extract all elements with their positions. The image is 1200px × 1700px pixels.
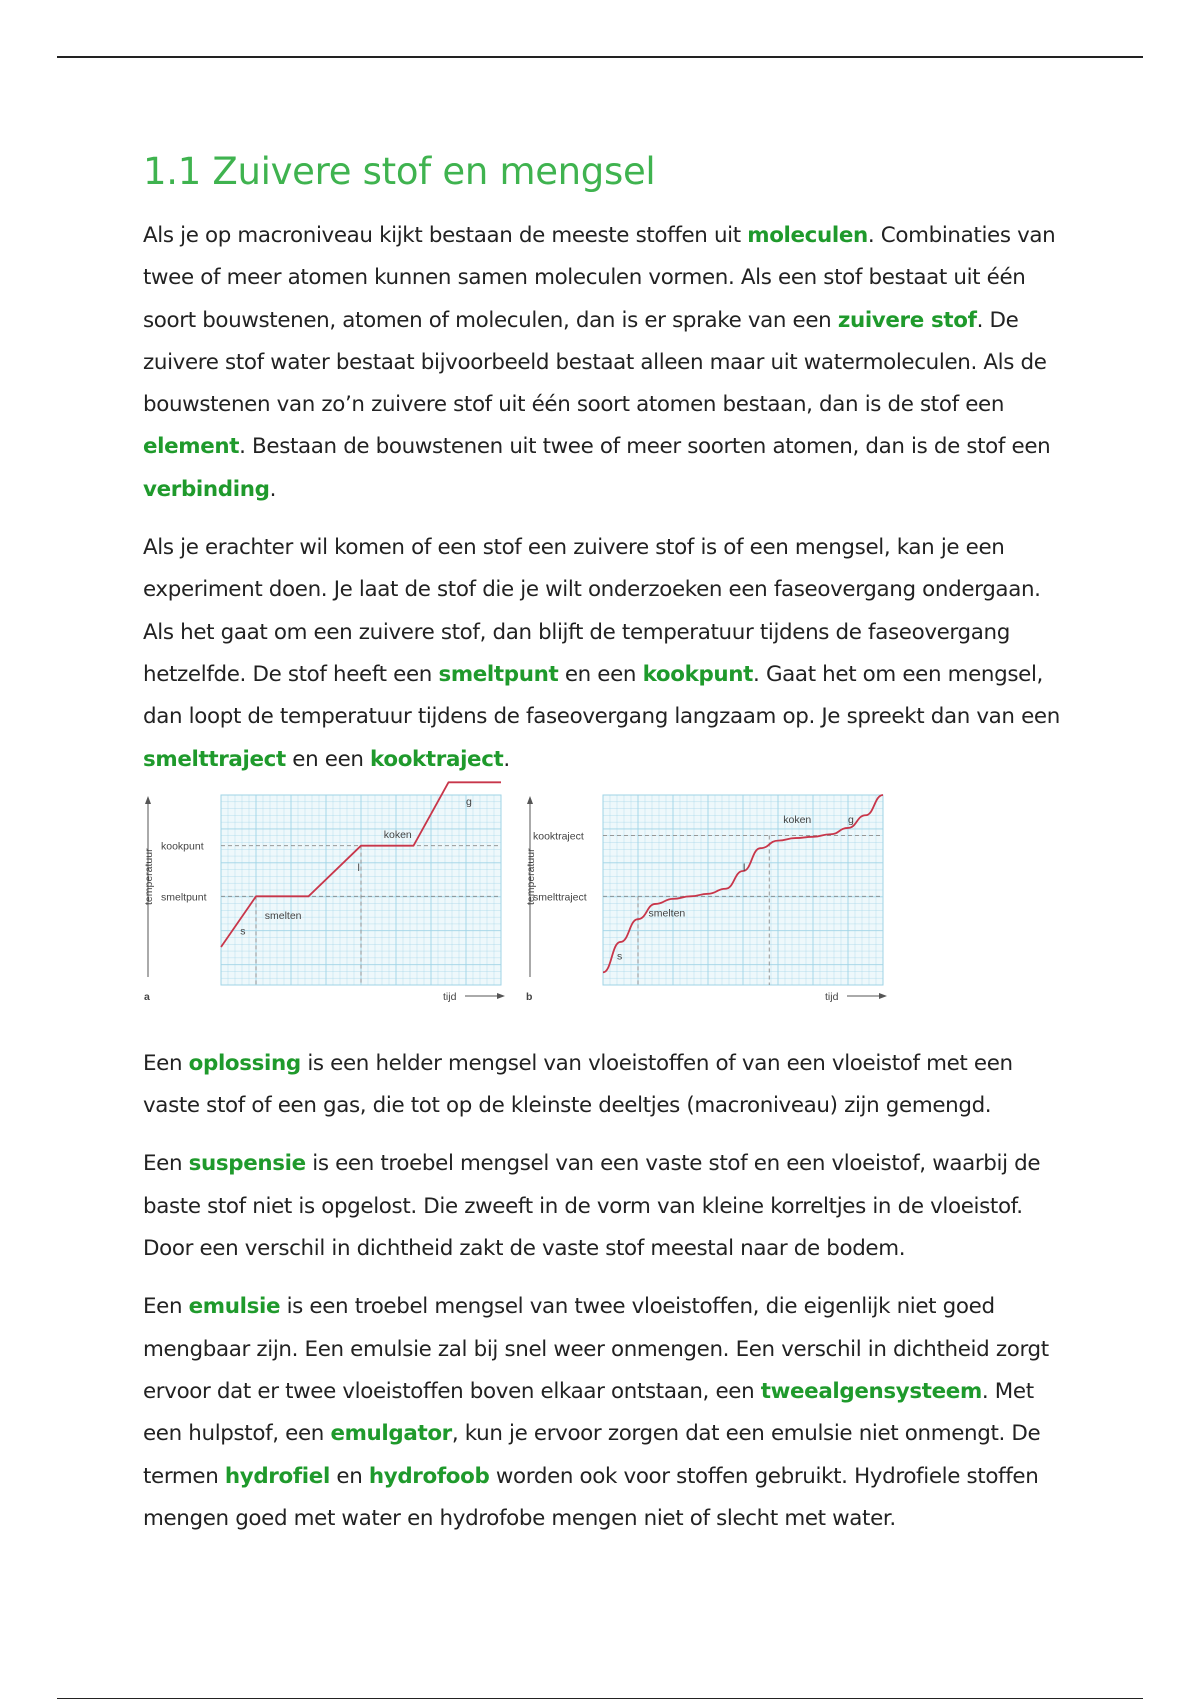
paragraph — [143, 215, 1063, 511]
x-axis-arrowhead — [879, 993, 887, 999]
paragraph-text: . — [503, 746, 510, 772]
paragraph-text: en een — [558, 661, 643, 687]
paragraph — [143, 527, 1063, 781]
keyword-term: tweealgensysteem — [760, 1378, 982, 1404]
paragraphs-after — [143, 1043, 1063, 1540]
paragraph-text: . Met een hulpstof, een — [143, 1378, 1034, 1447]
paragraph-text: . Gaat het om een mengsel, dan loopt de temperatuur tijdens de faseovergang langzaam op. Je spreekt dan van een — [143, 661, 1060, 730]
paragraph-text: en een — [285, 746, 371, 772]
paragraph-text: Een — [143, 1050, 189, 1076]
keyword-term: oplossing — [188, 1050, 301, 1076]
page-title: 1.1 Zuivere stof en mengsel — [143, 150, 656, 193]
paragraph-text: Een — [143, 1294, 189, 1320]
keyword-term: hydrofoob — [368, 1463, 490, 1489]
paragraph-text: is een troebel mengsel van twee vloeistoffen, die eigenlijk niet goed mengbaar zijn. Een emulsie zal bij snel weer onmengen. Een verschil in dichtheid zorgt ervoor dat er twee vloeistoffen boven elkaar ontstaan, een — [143, 1294, 1049, 1404]
curve-annotation: s — [240, 925, 246, 938]
curve-annotation: l — [357, 861, 360, 874]
paragraph-text: is een troebel mengsel van een vaste stof en een vloeistof, waarbij de baste stof niet is opgelost. Die zweeft in de vorm van kleine korreltjes in de vloeistof. Door een verschil in dichtheid zakt de vaste stof meestal naar de bodem. — [143, 1151, 1041, 1262]
keyword-term: moleculen — [747, 223, 868, 248]
panel-label: b — [526, 990, 533, 1003]
paragraph-text: Een — [143, 1151, 189, 1177]
keyword-term: kooktraject — [370, 746, 504, 772]
paragraph-text: , kun je ervoor zorgen dat een emulsie niet onmengt. De termen — [143, 1421, 1041, 1489]
keyword-term: kookpunt — [642, 661, 754, 687]
document-body — [143, 150, 1063, 1540]
keyword-term: hydrofiel — [224, 1463, 330, 1489]
curve-annotation: smelten — [264, 909, 302, 922]
paragraph-text: . — [269, 476, 277, 502]
keyword-term: emulsie — [188, 1294, 281, 1320]
paragraph-text: worden ook voor stoffen gebruikt. Hydrofiele stoffen mengen goed met water en hydrofobe mengen niet of slecht met water. — [143, 1463, 1039, 1531]
paragraphs-before — [143, 215, 1063, 781]
y-tick-label: kooktraject — [533, 830, 584, 843]
y-axis-label: temperatuur — [143, 848, 155, 905]
paragraph — [143, 1286, 1063, 1540]
paragraph-text: Als je op macroniveau kijkt bestaan de meeste stoffen uit — [143, 223, 748, 248]
x-axis-arrowhead — [497, 993, 505, 999]
y-axis-arrowhead — [527, 796, 533, 804]
curve-annotation: g — [848, 813, 854, 826]
y-tick-label: smeltpunt — [161, 891, 207, 904]
paragraph-text: en — [329, 1463, 369, 1489]
paragraph-text: . Bestaan de bouwstenen uit twee of meer soorten atomen, dan is de stof een — [239, 434, 1051, 460]
x-axis-label: tijd — [443, 990, 457, 1003]
phase-charts — [143, 793, 1063, 1031]
paragraph-text: Als je erachter wil komen of een stof een zuivere stof is of een mengsel, kan je een experiment doen. Je laat de stof die je wilt onderzoeken een faseovergang ondergaan. Als het gaat om een zuivere stof, dan blijft de temperatuur tijdens de faseovergang hetzelfde. De stof heeft een — [143, 535, 1041, 687]
chart-a — [143, 793, 503, 1031]
keyword-term: smelttraject — [143, 746, 286, 772]
y-axis-label: temperatuur — [525, 848, 537, 905]
keyword-term: smeltpunt — [438, 661, 559, 687]
panel-label: a — [144, 990, 150, 1003]
chart-a-svg — [143, 793, 503, 1031]
curve-annotation: g — [466, 795, 472, 808]
x-axis-label: tijd — [825, 990, 839, 1003]
keyword-term: verbinding — [143, 476, 270, 502]
keyword-term: suspensie — [188, 1151, 306, 1177]
curve-annotation: smelten — [648, 907, 686, 920]
keyword-term: element — [143, 434, 240, 460]
top-rule — [57, 56, 1143, 58]
bottom-rule — [57, 1698, 1143, 1699]
curve-annotation: koken — [783, 813, 812, 826]
chart-b-svg — [525, 793, 905, 1031]
curve-annotation: l — [743, 861, 746, 874]
y-tick-label: kookpunt — [161, 840, 204, 853]
keyword-term: zuivere stof — [837, 307, 977, 333]
paragraph — [143, 1143, 1063, 1270]
paragraph-text: . De zuivere stof water bestaat bijvoorbeeld bestaat alleen maar uit watermoleculen. Als de bouwstenen van zo’n zuivere stof uit één soort atomen bestaan, dan is de stof een — [143, 307, 1047, 418]
chart-b — [525, 793, 905, 1031]
y-tick-label: smelttraject — [533, 891, 587, 904]
curve-annotation: koken — [383, 828, 412, 841]
paragraph-text: . Combinaties van twee of meer atomen kunnen samen moleculen vormen. Als een stof bestaat uit één soort bouwstenen, atomen of moleculen, dan is er sprake van een — [143, 223, 1056, 333]
curve-annotation: s — [617, 950, 623, 963]
keyword-term: emulgator — [330, 1421, 452, 1447]
paragraph-text: is een helder mengsel van vloeistoffen of van een vloeistof met een vaste stof of een gas, die tot op de kleinste deeltjes (macroniveau) zijn gemengd. — [143, 1050, 1013, 1119]
y-axis-arrowhead — [145, 796, 151, 804]
paragraph — [143, 1043, 1063, 1128]
